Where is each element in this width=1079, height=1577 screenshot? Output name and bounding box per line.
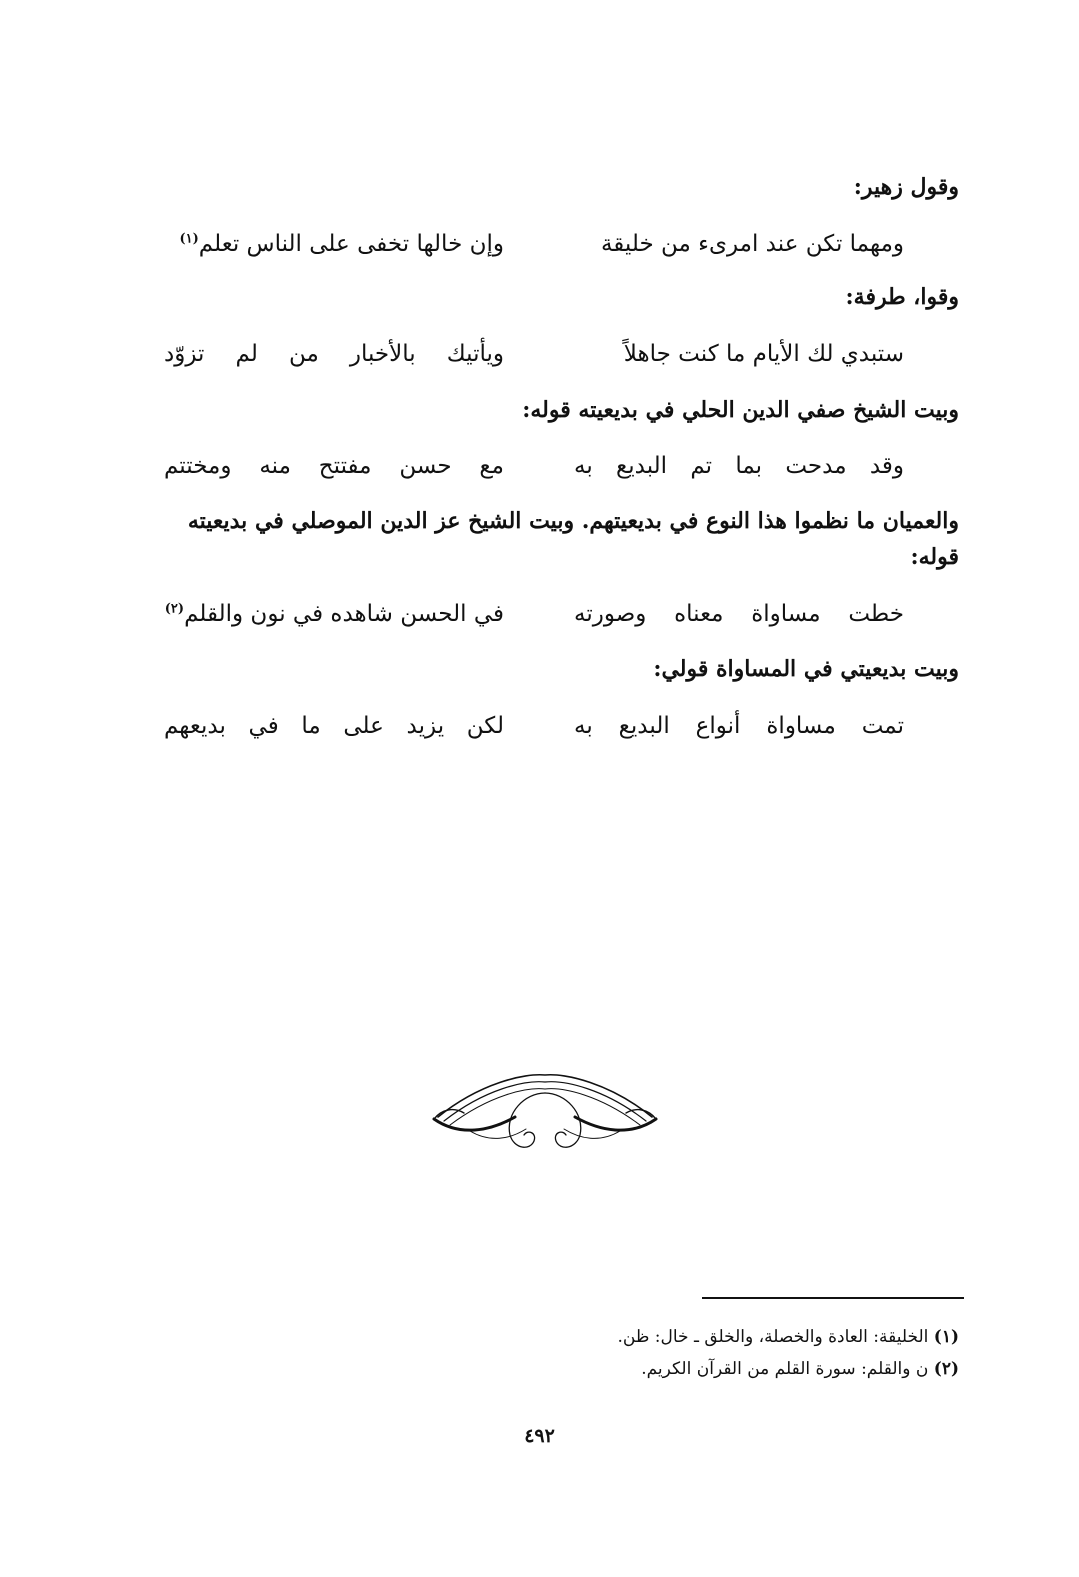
verse-1 <box>164 226 904 262</box>
prose-line-safi-al-din: وبيت الشيخ صفي الدين الحلي في بديعيته قوله: <box>522 397 959 423</box>
footnote-2-text: ن والقلم: سورة القلم من القرآن الكريم. <box>641 1359 929 1379</box>
verse-1-second-hemistich <box>164 226 504 262</box>
footnote-1-number: (١) <box>933 1327 959 1347</box>
footnote-1 <box>359 1324 959 1350</box>
footnote-ref-2: (٢) <box>164 601 185 617</box>
verse-5 <box>164 708 904 744</box>
verse-4-second-text: في الحسن شاهده في نون والقلم <box>184 601 504 627</box>
verse-3-first-hemistich: وقد مدحت بما تم البديع به <box>574 453 904 479</box>
prose-line-tarafa: وقوا، طرفة: <box>845 284 959 310</box>
verse-4-second-hemistich <box>164 596 504 632</box>
prose-line-my-badiiyya: وبيت بديعيتي في المساواة قولي: <box>653 656 959 682</box>
footnote-2-number: (٢) <box>933 1359 959 1379</box>
verse-3 <box>164 448 904 484</box>
verse-2 <box>164 336 904 372</box>
prose-line-zuhair: وقول زهير: <box>853 174 959 200</box>
verse-1-first-hemistich: ومهما تكن عند امرىء من خليقة <box>600 231 904 257</box>
verse-4-first-hemistich: خطت مساواة معناه وصورته <box>574 601 904 627</box>
verse-5-first-hemistich: تمت مساواة أنواع البديع به <box>574 713 904 739</box>
verse-4 <box>164 596 904 632</box>
prose-paragraph-mawsili: والعميان ما نظموا هذا النوع في بديعيتهم. وبيت الشيخ عز الدين الموصلي في بديعيته قوله: <box>187 508 959 570</box>
footnote-separator-rule <box>702 1297 964 1299</box>
verse-2-first-hemistich: ستبدي لك الأيام ما كنت جاهلاً <box>623 341 904 367</box>
ornament-flourish-icon <box>430 1065 660 1155</box>
verse-3-second-hemistich: مع حسن مفتتح منه ومختتم <box>164 453 504 479</box>
footnote-2 <box>359 1356 959 1382</box>
page-number: ٤٩٢ <box>524 1425 555 1447</box>
footnote-1-text: الخليقة: العادة والخصلة، والخلق ـ خال: ظن. <box>617 1327 929 1347</box>
verse-1-second-text: وإن خالها تخفى على الناس تعلم <box>198 231 504 257</box>
verse-5-second-hemistich: لكن يزيد على ما في بديعهم <box>164 713 504 739</box>
footnote-ref-1: (١) <box>179 231 199 247</box>
verse-2-second-hemistich: ويأتيك بالأخبار من لم تزوّد <box>164 341 504 367</box>
